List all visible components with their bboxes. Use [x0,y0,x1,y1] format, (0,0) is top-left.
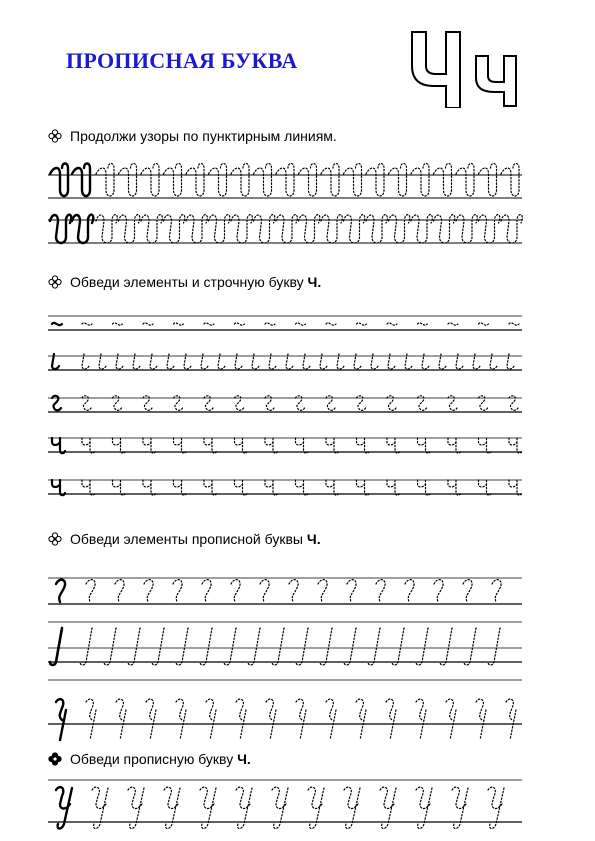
dotted-element [479,323,489,325]
dotted-element [152,628,164,665]
dotted-element [463,580,472,602]
dotted-element [418,323,428,325]
dotted-element [176,628,188,665]
dotted-element [509,480,522,495]
dotted-element [387,323,397,325]
dotted-pattern [366,215,387,243]
dotted-element [347,580,356,602]
dotted-element [104,628,116,665]
dotted-element [86,699,96,740]
dotted-element [296,438,309,453]
dotted-pattern [344,215,365,243]
dotted-element [387,438,400,453]
dotted-element [236,699,246,740]
dotted-element [82,323,92,325]
page-title: ПРОПИСНАЯ БУКВА [66,48,298,73]
sample-pattern [50,164,68,197]
dotted-element [144,580,153,602]
dotted-element [492,580,501,602]
dotted-pattern [186,215,207,243]
dotted-element [296,323,306,325]
dotted-element [113,323,123,325]
dotted-element [174,438,187,453]
dotted-element [464,628,476,665]
dotted-pattern [299,215,320,243]
dotted-element [235,323,245,325]
dotted-element [248,628,260,665]
dotted-pattern [321,164,339,197]
dotted-element [289,580,298,602]
dotted-pattern [254,164,272,197]
dotted-element [368,628,380,665]
dotted-element [272,628,284,665]
sample-pattern [50,215,71,243]
dotted-element [356,699,366,740]
dotted-pattern [411,215,432,243]
dotted-pattern [209,164,227,197]
dotted-pattern [411,164,429,197]
dotted-pattern [186,164,204,197]
dotted-element [235,438,248,453]
dotted-pattern [141,215,162,243]
dotted-element [418,438,431,453]
dotted-element [440,628,452,665]
sample-element [52,438,65,453]
dotted-pattern [501,215,522,243]
dotted-element [224,628,236,665]
dotted-element [115,580,124,602]
dotted-element [506,699,516,740]
dotted-pattern [321,215,342,243]
dotted-element [113,480,126,495]
instruction-1-text: Продолжи узоры по пунктирным линиям. [70,128,337,144]
dotted-pattern [479,164,497,197]
dotted-element [143,480,156,495]
sample-element [52,323,62,325]
dotted-element [405,580,414,602]
dotted-element [479,480,492,495]
dotted-element [448,480,461,495]
dotted-element [82,438,95,453]
dotted-pattern [119,164,137,197]
dotted-element [509,323,519,325]
dotted-element [116,699,126,740]
dotted-pattern [231,215,252,243]
dotted-pattern [456,164,474,197]
dotted-element [296,699,306,740]
dotted-element [296,480,309,495]
dotted-element [448,323,458,325]
dotted-pattern [141,164,159,197]
dotted-element [206,699,216,740]
dotted-element [357,438,370,453]
instruction-3-text: Обведи элементы прописной буквы Ч. [70,531,321,547]
dotted-element [488,628,500,665]
sample-element [52,480,65,495]
dotted-element [326,699,336,740]
dotted-element [128,628,140,665]
dotted-element [143,438,156,453]
dotted-element [376,580,385,602]
dotted-element [448,438,461,453]
dotted-pattern [119,215,140,243]
sample-pattern [72,164,90,197]
dotted-pattern [276,215,297,243]
dotted-element [318,580,327,602]
dotted-element [392,628,404,665]
dotted-element [260,580,269,602]
dotted-element [344,628,356,665]
dotted-element [265,480,278,495]
dotted-element [320,628,332,665]
dotted-pattern [479,215,500,243]
dotted-element [173,580,182,602]
dotted-pattern [456,215,477,243]
dotted-pattern [389,164,407,197]
dotted-element [326,480,339,495]
dotted-pattern [344,164,362,197]
dotted-element [357,480,370,495]
dotted-element [326,438,339,453]
dotted-element [434,580,443,602]
dotted-element [265,323,275,325]
dotted-element [174,480,187,495]
dotted-element [86,580,95,602]
dotted-pattern [501,164,519,197]
dotted-element [204,438,217,453]
dotted-pattern [434,215,455,243]
dotted-element [386,699,396,740]
sample-element [56,699,66,740]
dotted-element [418,480,431,495]
dotted-element [204,480,217,495]
dotted-pattern [164,215,185,243]
dotted-pattern [389,215,410,243]
dotted-element [202,580,211,602]
instruction-4-text: Обведи прописную букву Ч. [70,751,251,767]
dotted-pattern [276,164,294,197]
dotted-element [200,628,212,665]
dotted-pattern [164,164,182,197]
dotted-element [235,480,248,495]
dotted-element [204,323,214,325]
dotted-element [174,323,184,325]
dotted-element [476,699,486,740]
dotted-element [509,438,522,453]
dotted-element [143,323,153,325]
dotted-element [326,323,336,325]
dotted-element [416,628,428,665]
dotted-element [80,628,92,665]
dotted-element [231,580,240,602]
instruction-2-text: Обведи элементы и строчную букву Ч. [70,274,322,290]
dotted-element [387,480,400,495]
dotted-pattern [231,164,249,197]
dotted-element [446,699,456,740]
dotted-element [416,699,426,740]
sample-element [50,628,62,665]
dotted-pattern [209,215,230,243]
dotted-element [296,628,308,665]
sample-pattern [72,215,93,243]
dotted-element [266,699,276,740]
dotted-pattern [96,215,117,243]
dotted-element [82,480,95,495]
dotted-element [265,438,278,453]
dotted-pattern [366,164,384,197]
dotted-pattern [254,215,275,243]
sample-element [56,580,65,602]
dotted-element [146,699,156,740]
dotted-pattern [96,164,114,197]
dotted-element [113,438,126,453]
dotted-element [357,323,367,325]
dotted-element [176,699,186,740]
dotted-pattern [434,164,452,197]
dotted-pattern [299,164,317,197]
dotted-element [479,438,492,453]
